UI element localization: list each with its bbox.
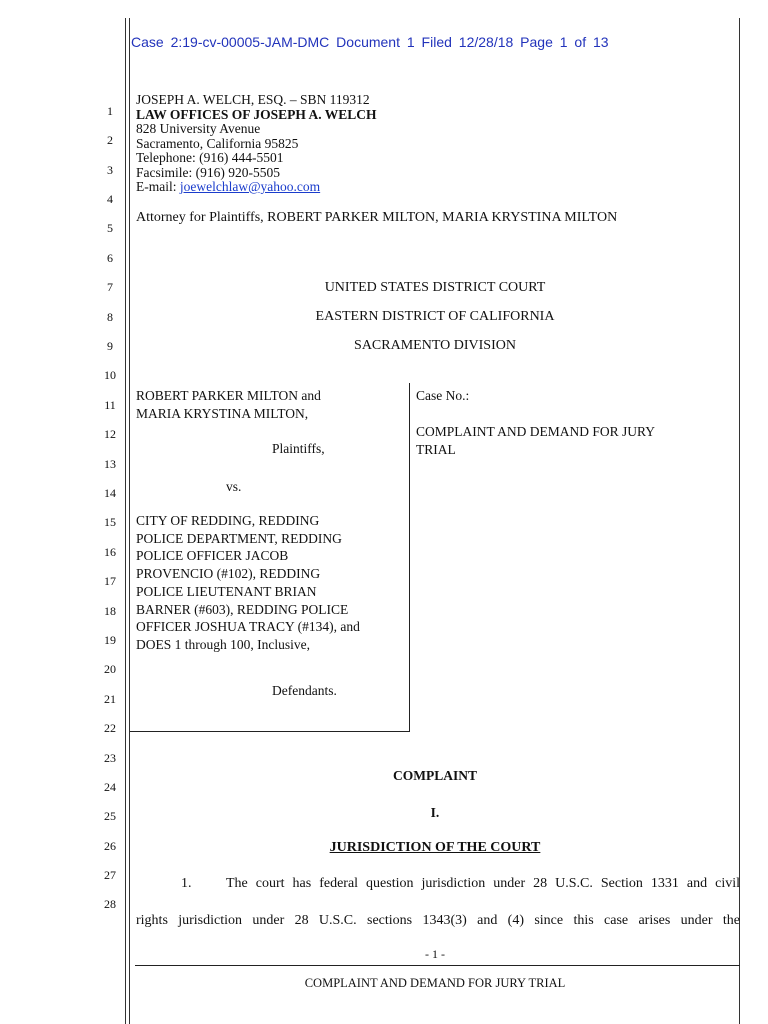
email-line <box>136 180 377 195</box>
plaintiffs-names <box>136 387 321 422</box>
versus: vs. <box>226 479 242 494</box>
caption-divider-horizontal <box>130 731 410 732</box>
line-number: 14 <box>104 486 116 500</box>
line-number: 24 <box>104 780 116 794</box>
case-number-label: Case No.: <box>416 388 470 403</box>
line-number: 1 <box>107 104 113 118</box>
line-number: 19 <box>104 633 116 647</box>
email-link[interactable]: joewelchlaw@yahoo.com <box>179 179 321 194</box>
line-number: 15 <box>104 515 116 529</box>
defendants-label: Defendants. <box>272 683 337 698</box>
line-number: 22 <box>104 721 116 735</box>
paragraph-number: 1. <box>181 876 192 891</box>
line-number: 4 <box>107 192 113 206</box>
line-number: 3 <box>107 163 113 177</box>
complaint-heading: COMPLAINT <box>393 768 477 783</box>
document-title-line: COMPLAINT AND DEMAND FOR JURY <box>416 424 656 439</box>
line-number: 28 <box>104 897 116 911</box>
telephone: Telephone: (916) 444-5501 <box>136 150 284 165</box>
defendants-names <box>136 512 360 654</box>
left-margin-line-1 <box>125 18 126 1024</box>
page-number: - 1 - <box>425 947 445 961</box>
attorney-block <box>136 93 377 195</box>
document-title-line: TRIAL <box>416 441 456 457</box>
defendant-line: POLICE OFFICER JACOB <box>136 548 289 564</box>
plaintiff-line: MARIA KRYSTINA MILTON, <box>136 405 309 421</box>
caption-divider-vertical <box>409 383 410 732</box>
line-number: 12 <box>104 427 116 441</box>
line-number: 11 <box>104 398 116 412</box>
line-number: 23 <box>104 751 116 765</box>
footer-title: COMPLAINT AND DEMAND FOR JURY TRIAL <box>304 976 566 990</box>
line-number: 17 <box>104 574 116 588</box>
plaintiffs-label: Plaintiffs, <box>272 441 325 456</box>
line-number: 25 <box>104 809 116 823</box>
paragraph-line: The court has federal question jurisdiction under 28 U.S.C. Section 1331 and civil <box>226 876 740 891</box>
section-title-text: JURISDICTION OF THE COURT <box>329 840 541 855</box>
line-number: 10 <box>104 368 116 382</box>
attorney-name: JOSEPH A. WELCH, ESQ. – SBN 119312 <box>136 92 370 107</box>
document-title <box>416 423 655 458</box>
defendant-line: DOES 1 through 100, Inclusive, <box>136 636 310 652</box>
defendant-line: OFFICER JOSHUA TRACY (#134), and <box>136 619 360 635</box>
left-margin-line-2 <box>129 18 130 1024</box>
line-number: 7 <box>107 280 113 294</box>
court-division: SACRAMENTO DIVISION <box>354 338 516 353</box>
line-number: 8 <box>107 310 113 324</box>
line-number: 5 <box>107 221 113 235</box>
case-header: Case 2:19-cv-00005-JAM-DMC Document 1 Filed 12/28/18 Page 1 of 13 <box>131 34 609 50</box>
paragraph-line: rights jurisdiction under 28 U.S.C. sections 1343(3) and (4) since this case arises under the <box>136 913 740 928</box>
line-number: 21 <box>104 692 116 706</box>
attorney-for: Attorney for Plaintiffs, ROBERT PARKER MILTON, MARIA KRYSTINA MILTON <box>136 210 618 225</box>
law-firm-name: LAW OFFICES OF JOSEPH A. WELCH <box>136 106 377 122</box>
defendant-line: BARNER (#603), REDDING POLICE <box>136 601 349 617</box>
facsimile: Facsimile: (916) 920-5505 <box>136 164 280 180</box>
line-number: 18 <box>104 604 116 618</box>
plaintiff-line: ROBERT PARKER MILTON and <box>136 388 321 403</box>
section-title <box>135 840 735 856</box>
street-address: 828 University Avenue <box>136 121 261 136</box>
defendant-line: CITY OF REDDING, REDDING <box>136 513 320 528</box>
email-label: E-mail: <box>136 179 177 194</box>
line-number: 16 <box>104 545 116 559</box>
line-number: 6 <box>107 251 113 265</box>
city-address: Sacramento, California 95825 <box>136 135 299 151</box>
court-name: UNITED STATES DISTRICT COURT <box>324 280 546 295</box>
section-number: I. <box>430 805 440 820</box>
court-district: EASTERN DISTRICT OF CALIFORNIA <box>315 309 555 324</box>
right-margin-line <box>739 18 740 1024</box>
line-number: 9 <box>107 339 113 353</box>
footer-rule <box>135 965 740 966</box>
defendant-line: PROVENCIO (#102), REDDING <box>136 566 321 582</box>
line-number: 27 <box>104 868 116 882</box>
defendant-line: POLICE LIEUTENANT BRIAN <box>136 583 317 599</box>
line-number: 2 <box>107 133 113 147</box>
defendant-line: POLICE DEPARTMENT, REDDING <box>136 530 342 546</box>
line-number: 26 <box>104 839 116 853</box>
line-number: 13 <box>104 457 116 471</box>
line-number: 20 <box>104 662 116 676</box>
